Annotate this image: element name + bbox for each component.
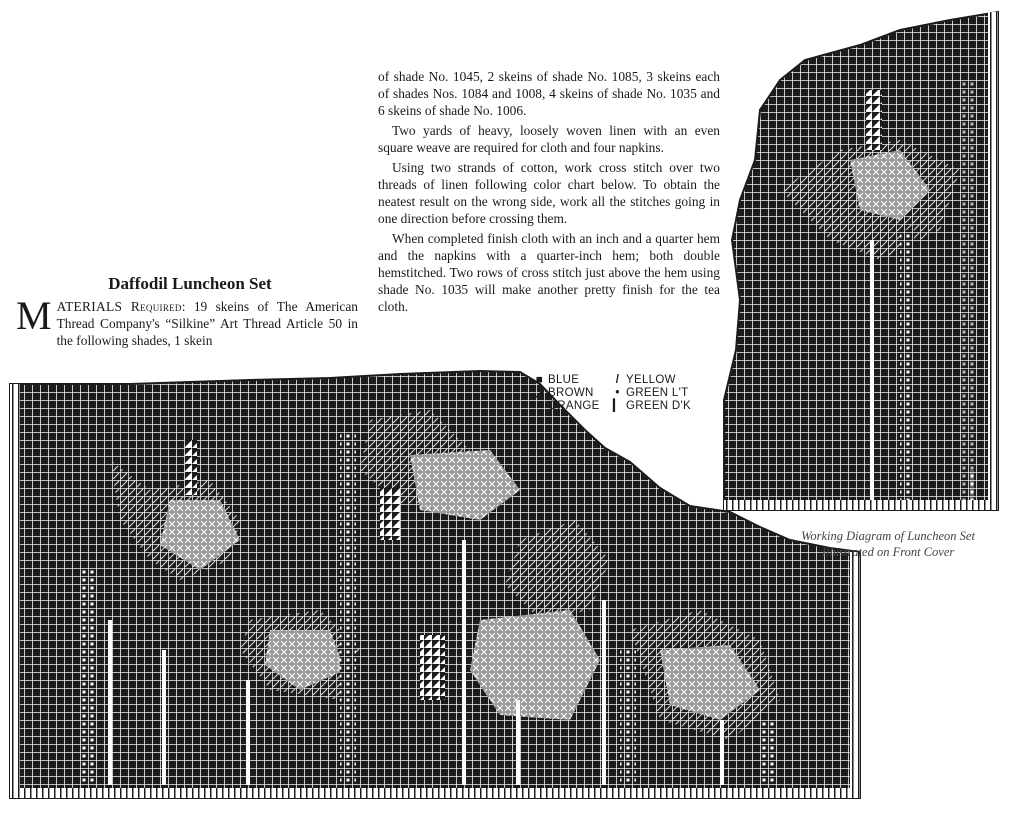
legend-item-blue	[534, 374, 612, 387]
legend-label: ORANGE	[548, 400, 600, 412]
yellow-slash-icon: /	[615, 374, 620, 386]
main-chart-left-border	[10, 384, 20, 798]
blue-square-icon: ■	[535, 374, 544, 386]
side-chart-right-border	[988, 12, 998, 510]
brown-triangle-icon: ◢	[534, 387, 545, 399]
green-light-dot-icon: •	[615, 387, 620, 399]
main-chart-right-border	[850, 552, 860, 798]
legend-label: GREEN L'T	[626, 387, 689, 399]
article-title: Daffodil Luncheon Set	[108, 274, 272, 293]
diagram-caption	[752, 528, 1024, 560]
paragraph: Using two strands of cotton, work cross stitch over two threads of linen following color chart below. To obtain the neatest result on the wrong side, work all the stitches going in one direction before crossing them.	[378, 160, 720, 226]
paragraph: of shade No. 1045, 2 skeins of shade No. 1085, 3 skeins each of shades Nos. 1084 and 1008, 4 skeins of shade No. 1035 and 6 skeins of shade No. 1006.	[378, 69, 720, 118]
paragraph: When completed finish cloth with an inch and a quarter hem and the napkins with a quarter-inch hem; both double hemstitched. Two rows of cross stitch just above the hem using shade No. 1035 will make another pretty finish for the tea cloth.	[378, 231, 720, 314]
article-body	[378, 68, 720, 318]
caption-line-2: Illustrated on Front Cover	[821, 545, 955, 559]
legend-item-green-dark	[612, 400, 702, 413]
legend-item-green-light	[612, 387, 702, 400]
legend-label: BROWN	[548, 387, 594, 399]
main-chart-bottom-border	[10, 788, 860, 798]
paragraph: Two yards of heavy, loosely woven linen with an even square weave are required for cloth and four napkins.	[378, 123, 720, 155]
materials-intro	[16, 293, 358, 349]
legend-label: YELLOW	[626, 374, 676, 386]
side-chart-grid	[724, 12, 998, 510]
drop-cap: M	[16, 293, 52, 338]
legend-item-brown	[534, 387, 612, 400]
green-dark-bar-icon: ▎	[612, 400, 623, 412]
caption-line-1: Working Diagram of Luncheon Set	[801, 529, 975, 543]
legend-label: GREEN D'K	[626, 400, 691, 412]
materials-heading: ATERIALS Required	[56, 299, 182, 314]
color-legend	[534, 374, 702, 413]
legend-item-yellow	[612, 374, 702, 387]
orange-cross-icon: ×	[535, 400, 544, 412]
legend-label: BLUE	[548, 374, 580, 386]
legend-item-orange	[534, 400, 612, 413]
side-chart-bottom-border	[724, 500, 998, 510]
materials-text: : 19 skeins of The American Thread Company's “Silkine” Art Thread Article 50 in the following shades, 1 skein	[56, 299, 358, 348]
